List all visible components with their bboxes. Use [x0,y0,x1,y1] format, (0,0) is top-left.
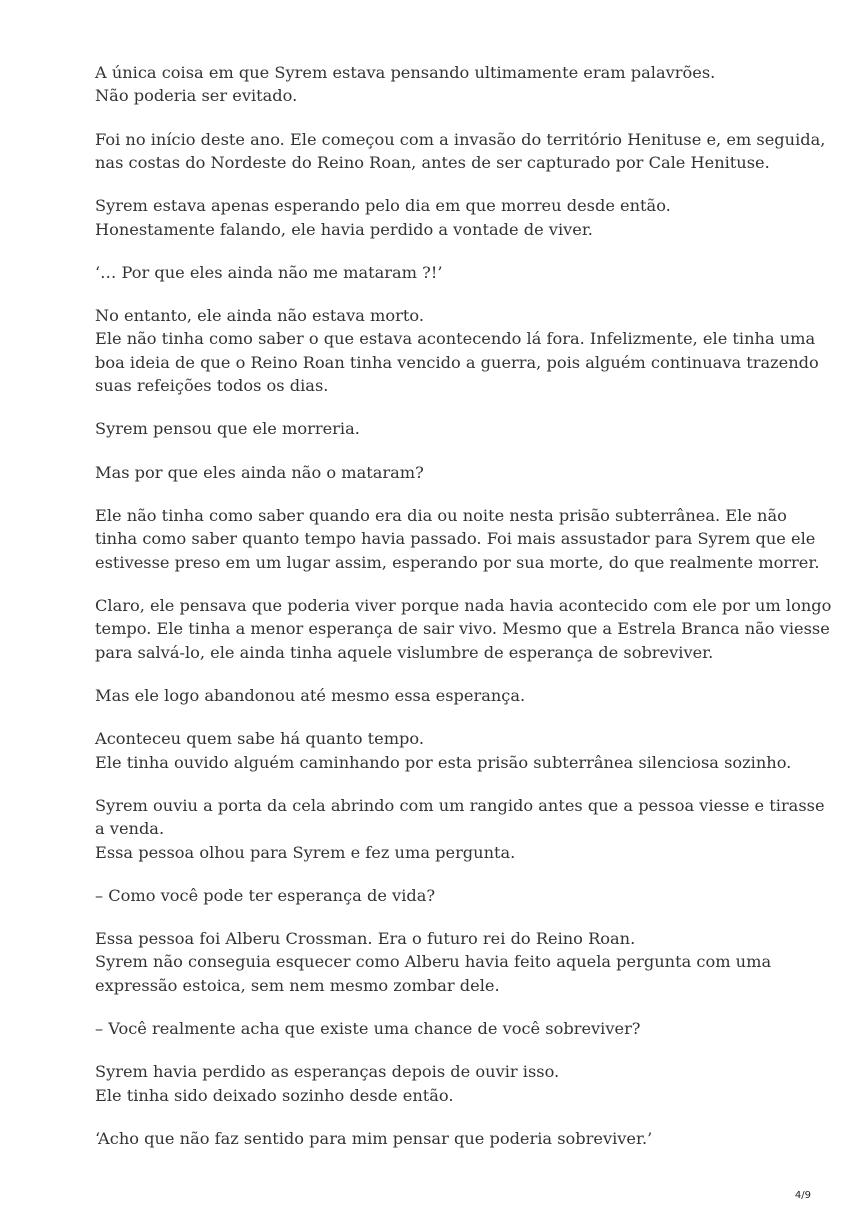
paragraph [95,684,795,707]
text-line: Ele tinha ouvido alguém caminhando por esta prisão subterrânea silenciosa sozinho. [95,752,792,772]
text-line: No entanto, ele ainda não estava morto. [95,306,424,326]
text-line: Aconteceu quem sabe há quanto tempo. [95,729,425,749]
text-line: ‘Acho que não faz sentido para mim pensar que poderia sobreviver.’ [95,1128,653,1148]
paragraph [95,927,795,997]
text-line: Syrem pensou que ele morreria. [95,419,360,439]
paragraph [95,304,819,398]
text-line: para salvá-lo, ele ainda tinha aquele vislumbre de esperança de sobreviver. [95,642,714,662]
paragraph [95,884,795,907]
text-line: Ele não tinha como saber o que estava acontecendo lá fora. Infelizmente, ele tinha uma [95,329,816,349]
paragraph [95,794,825,864]
paragraph [95,1127,795,1150]
text-line: a venda. [95,819,165,839]
text-line: Essa pessoa foi Alberu Crossman. Era o futuro rei do Reino Roan. [95,928,636,948]
text-line: Syrem ouviu a porta da cela abrindo com um rangido antes que a pessoa viesse e tirasse [95,795,825,815]
text-line: Ele tinha sido deixado sozinho desde então. [95,1085,454,1105]
text-line: tempo. Ele tinha a menor esperança de sair vivo. Mesmo que a Estrela Branca não viesse [95,619,830,639]
text-line: Claro, ele pensava que poderia viver porque nada havia acontecido com ele por um longo [95,595,832,615]
paragraph [95,128,826,175]
paragraph [95,727,795,774]
page-number: 4/9 [794,1190,811,1201]
text-line: Mas por que eles ainda não o mataram? [95,462,424,482]
text-line: Syrem estava apenas esperando pelo dia em que morreu desde então. [95,196,671,216]
text-line: Ele não tinha como saber quando era dia ou noite nesta prisão subterrânea. Ele não [95,505,787,525]
text-line: A única coisa em que Syrem estava pensando ultimamente eram palavrões. [95,63,716,82]
text-line: Honestamente falando, ele havia perdido a vontade de viver. [95,219,593,239]
paragraph [95,1060,795,1107]
text-line: Mas ele logo abandonou até mesmo essa esperança. [95,685,526,705]
text-line: Não poderia ser evitado. [95,86,298,106]
text-line: ‘… Por que eles ainda não me mataram ?!’ [95,262,443,282]
paragraph [95,417,795,440]
text-line: Syrem não conseguia esquecer como Alberu havia feito aquela pergunta com uma [95,952,772,972]
text-line: boa ideia de que o Reino Roan tinha vencido a guerra, pois alguém continuava trazendo [95,352,819,372]
text-line: Foi no início deste ano. Ele começou com a invasão do território Henituse e, em seguida, [95,129,826,149]
paragraph [95,594,832,664]
paragraph [95,461,795,484]
text-line: tinha como saber quanto tempo havia passado. Foi mais assustador para Syrem que ele [95,529,816,549]
text-line: expressão estoica, sem nem mesmo zombar dele. [95,975,500,995]
text-line: suas refeições todos os dias. [95,376,329,396]
text-line: Syrem havia perdido as esperanças depois de ouvir isso. [95,1062,560,1082]
paragraph [95,1017,795,1040]
text-line: – Como você pode ter esperança de vida? [95,885,436,905]
text-line: Essa pessoa olhou para Syrem e fez uma pergunta. [95,842,516,862]
text-line: estivesse preso em um lugar assim, esperando por sua morte, do que realmente morrer. [95,552,820,572]
body-text [95,61,832,1170]
paragraph [95,504,820,574]
paragraph [95,194,795,241]
text-line: nas costas do Nordeste do Reino Roan, antes de ser capturado por Cale Henituse. [95,153,770,173]
paragraph [95,61,795,108]
text-line: – Você realmente acha que existe uma chance de você sobreviver? [95,1018,641,1038]
paragraph [95,261,795,284]
